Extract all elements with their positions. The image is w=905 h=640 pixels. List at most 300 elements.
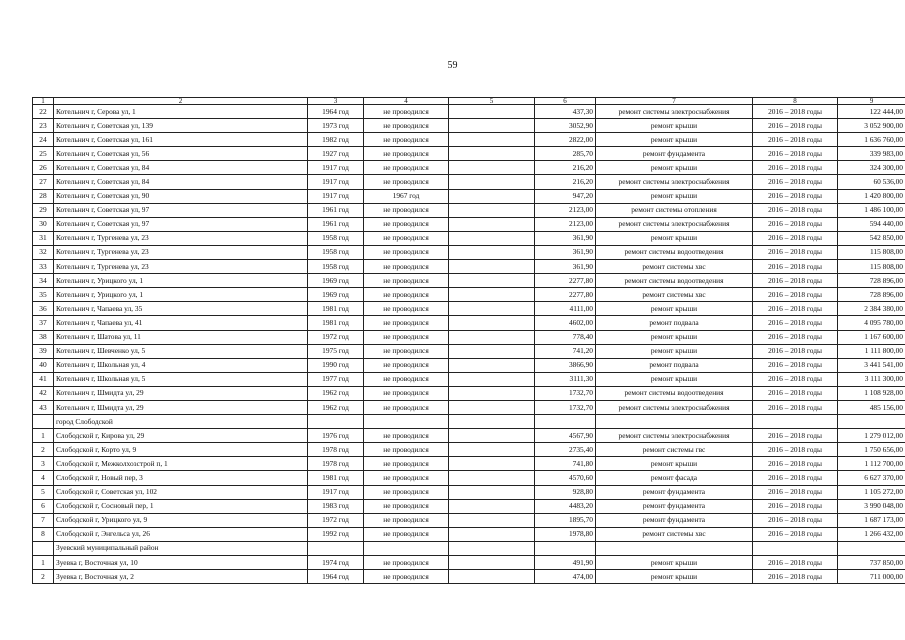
area-cell: 1978,80	[535, 527, 596, 541]
address-cell: Котельнич г, Советская ул, 139	[54, 119, 308, 133]
work-type-cell: ремонт системы отопления	[596, 203, 753, 217]
last-repair-cell: не проводился	[364, 400, 449, 414]
build-year-cell: 1961 год	[308, 203, 364, 217]
section-empty-cell	[753, 541, 838, 555]
period-cell: 2016 – 2018 годы	[753, 443, 838, 457]
last-repair-cell: не проводился	[364, 217, 449, 231]
row-number-cell: 26	[33, 161, 54, 175]
column-5-cell	[449, 499, 535, 513]
cost-cell: 1 636 760,00	[838, 133, 905, 147]
work-type-cell: ремонт фасада	[596, 471, 753, 485]
last-repair-cell: не проводился	[364, 372, 449, 386]
address-cell: Котельнич г, Шатова ул, 11	[54, 330, 308, 344]
area-cell: 741,20	[535, 344, 596, 358]
build-year-cell: 1917 год	[308, 189, 364, 203]
section-title: город Слободской	[54, 415, 308, 429]
work-type-cell: ремонт крыши	[596, 161, 753, 175]
work-type-cell: ремонт крыши	[596, 133, 753, 147]
cost-cell: 728 896,00	[838, 274, 905, 288]
column-5-cell	[449, 513, 535, 527]
cost-cell: 115 808,00	[838, 260, 905, 274]
cost-cell: 324 300,00	[838, 161, 905, 175]
last-repair-cell: не проводился	[364, 231, 449, 245]
area-cell: 3052,90	[535, 119, 596, 133]
last-repair-cell: не проводился	[364, 161, 449, 175]
address-cell: Котельнич г, Тургенева ул, 23	[54, 260, 308, 274]
section-title: Зуевский муниципальный район	[54, 541, 308, 555]
section-empty-cell	[364, 415, 449, 429]
table-row	[33, 344, 905, 358]
table-row	[33, 429, 905, 443]
build-year-cell: 1981 год	[308, 471, 364, 485]
area-cell: 2277,80	[535, 274, 596, 288]
last-repair-cell: не проводился	[364, 443, 449, 457]
section-empty-cell	[596, 541, 753, 555]
last-repair-cell: не проводился	[364, 260, 449, 274]
section-empty-cell	[308, 541, 364, 555]
table-row	[33, 119, 905, 133]
period-cell: 2016 – 2018 годы	[753, 288, 838, 302]
column-5-cell	[449, 556, 535, 570]
area-cell: 1732,70	[535, 400, 596, 414]
column-5-cell	[449, 260, 535, 274]
address-cell: Котельнич г, Чапаева ул, 41	[54, 316, 308, 330]
period-cell: 2016 – 2018 годы	[753, 457, 838, 471]
address-cell: Котельнич г, Шмидта ул, 29	[54, 386, 308, 400]
section-empty-cell	[838, 415, 905, 429]
row-number-cell: 8	[33, 527, 54, 541]
last-repair-cell: не проводился	[364, 302, 449, 316]
build-year-cell: 1958 год	[308, 260, 364, 274]
work-type-cell: ремонт крыши	[596, 344, 753, 358]
last-repair-cell: не проводился	[364, 499, 449, 513]
table-row	[33, 372, 905, 386]
area-cell: 4567,90	[535, 429, 596, 443]
cost-cell: 339 983,00	[838, 147, 905, 161]
work-type-cell: ремонт крыши	[596, 231, 753, 245]
row-number-cell: 37	[33, 316, 54, 330]
column-5-cell	[449, 570, 535, 584]
build-year-cell: 1990 год	[308, 358, 364, 372]
build-year-cell: 1981 год	[308, 302, 364, 316]
address-cell: Слободской г, Кирова ул, 29	[54, 429, 308, 443]
build-year-cell: 1977 год	[308, 372, 364, 386]
last-repair-cell: не проводился	[364, 358, 449, 372]
work-type-cell: ремонт системы водоотведения	[596, 386, 753, 400]
period-cell: 2016 – 2018 годы	[753, 400, 838, 414]
row-number-cell: 28	[33, 189, 54, 203]
row-number-cell: 29	[33, 203, 54, 217]
table-row	[33, 471, 905, 485]
address-cell: Котельнич г, Советская ул, 56	[54, 147, 308, 161]
table-row	[33, 330, 905, 344]
area-cell: 4570,60	[535, 471, 596, 485]
work-type-cell: ремонт крыши	[596, 457, 753, 471]
area-cell: 361,90	[535, 231, 596, 245]
column-5-cell	[449, 175, 535, 189]
row-number-cell: 41	[33, 372, 54, 386]
last-repair-cell: не проводился	[364, 274, 449, 288]
area-cell: 2735,40	[535, 443, 596, 457]
work-type-cell: ремонт системы водоотведения	[596, 245, 753, 259]
cost-cell: 3 111 300,00	[838, 372, 905, 386]
table-row	[33, 133, 905, 147]
last-repair-cell: не проводился	[364, 457, 449, 471]
area-cell: 778,40	[535, 330, 596, 344]
last-repair-cell: не проводился	[364, 105, 449, 119]
cost-cell: 594 440,00	[838, 217, 905, 231]
address-cell: Котельнич г, Школьная ул, 4	[54, 358, 308, 372]
area-cell: 4483,20	[535, 499, 596, 513]
address-cell: Слободской г, Межколхозстрой п, 1	[54, 457, 308, 471]
column-5-cell	[449, 386, 535, 400]
work-type-cell: ремонт системы электроснабжения	[596, 217, 753, 231]
build-year-cell: 1972 год	[308, 330, 364, 344]
column-5-cell	[449, 245, 535, 259]
column-5-cell	[449, 203, 535, 217]
last-repair-cell: не проводился	[364, 570, 449, 584]
section-empty-cell	[308, 415, 364, 429]
work-type-cell: ремонт крыши	[596, 330, 753, 344]
address-cell: Котельнич г, Школьная ул, 5	[54, 372, 308, 386]
column-number: 1	[33, 98, 54, 105]
build-year-cell: 1917 год	[308, 485, 364, 499]
column-5-cell	[449, 302, 535, 316]
area-cell: 2123,00	[535, 203, 596, 217]
table-row	[33, 570, 905, 584]
period-cell: 2016 – 2018 годы	[753, 556, 838, 570]
section-empty-cell	[596, 415, 753, 429]
period-cell: 2016 – 2018 годы	[753, 344, 838, 358]
address-cell: Слободской г, Урицкого ул, 9	[54, 513, 308, 527]
build-year-cell: 1982 год	[308, 133, 364, 147]
table-row	[33, 105, 905, 119]
build-year-cell: 1983 год	[308, 499, 364, 513]
last-repair-cell: не проводился	[364, 175, 449, 189]
column-number: 7	[596, 98, 753, 105]
table-row	[33, 274, 905, 288]
period-cell: 2016 – 2018 годы	[753, 119, 838, 133]
cost-cell: 1 420 800,00	[838, 189, 905, 203]
period-cell: 2016 – 2018 годы	[753, 245, 838, 259]
period-cell: 2016 – 2018 годы	[753, 231, 838, 245]
table-row	[33, 358, 905, 372]
table-row	[33, 556, 905, 570]
cost-cell: 1 105 272,00	[838, 485, 905, 499]
column-5-cell	[449, 429, 535, 443]
area-cell: 285,70	[535, 147, 596, 161]
last-repair-cell: 1967 год	[364, 189, 449, 203]
cost-cell: 3 441 541,00	[838, 358, 905, 372]
build-year-cell: 1976 год	[308, 429, 364, 443]
area-cell: 1895,70	[535, 513, 596, 527]
column-5-cell	[449, 443, 535, 457]
build-year-cell: 1958 год	[308, 231, 364, 245]
table-row	[33, 302, 905, 316]
area-cell: 474,00	[535, 570, 596, 584]
work-type-cell: ремонт системы хвс	[596, 260, 753, 274]
row-number-cell: 34	[33, 274, 54, 288]
row-number-cell: 5	[33, 485, 54, 499]
column-5-cell	[449, 231, 535, 245]
address-cell: Котельнич г, Советская ул, 97	[54, 203, 308, 217]
row-number-cell: 25	[33, 147, 54, 161]
area-cell: 1732,70	[535, 386, 596, 400]
cost-cell: 3 990 048,00	[838, 499, 905, 513]
address-cell: Котельнич г, Урицкого ул, 1	[54, 288, 308, 302]
address-cell: Котельнич г, Советская ул, 84	[54, 175, 308, 189]
address-cell: Зуевка г, Восточная ул, 10	[54, 556, 308, 570]
last-repair-cell: не проводился	[364, 330, 449, 344]
cost-cell: 1 486 100,00	[838, 203, 905, 217]
column-number: 4	[364, 98, 449, 105]
period-cell: 2016 – 2018 годы	[753, 471, 838, 485]
last-repair-cell: не проводился	[364, 556, 449, 570]
row-number-cell: 33	[33, 260, 54, 274]
address-cell: Котельнич г, Тургенева ул, 23	[54, 231, 308, 245]
table-row	[33, 386, 905, 400]
repair-register-table	[32, 97, 905, 584]
section-empty-cell	[449, 541, 535, 555]
column-5-cell	[449, 119, 535, 133]
row-number-cell: 42	[33, 386, 54, 400]
build-year-cell: 1964 год	[308, 105, 364, 119]
build-year-cell: 1917 год	[308, 175, 364, 189]
address-cell: Слободской г, Сосновый пер, 1	[54, 499, 308, 513]
last-repair-cell: не проводился	[364, 527, 449, 541]
period-cell: 2016 – 2018 годы	[753, 513, 838, 527]
column-5-cell	[449, 147, 535, 161]
address-cell: Котельнич г, Урицкого ул, 1	[54, 274, 308, 288]
cost-cell: 737 850,00	[838, 556, 905, 570]
work-type-cell: ремонт фундамента	[596, 513, 753, 527]
column-5-cell	[449, 133, 535, 147]
period-cell: 2016 – 2018 годы	[753, 372, 838, 386]
period-cell: 2016 – 2018 годы	[753, 429, 838, 443]
period-cell: 2016 – 2018 годы	[753, 217, 838, 231]
work-type-cell: ремонт крыши	[596, 556, 753, 570]
area-cell: 3111,30	[535, 372, 596, 386]
address-cell: Котельнич г, Шмидта ул, 29	[54, 400, 308, 414]
row-number-cell: 22	[33, 105, 54, 119]
table-row	[33, 443, 905, 457]
period-cell: 2016 – 2018 годы	[753, 175, 838, 189]
build-year-cell: 1969 год	[308, 288, 364, 302]
last-repair-cell: не проводился	[364, 471, 449, 485]
build-year-cell: 1972 год	[308, 513, 364, 527]
work-type-cell: ремонт системы гвс	[596, 443, 753, 457]
period-cell: 2016 – 2018 годы	[753, 105, 838, 119]
table-row	[33, 175, 905, 189]
work-type-cell: ремонт фундамента	[596, 499, 753, 513]
area-cell: 491,90	[535, 556, 596, 570]
row-number-cell: 2	[33, 443, 54, 457]
row-number-cell: 6	[33, 499, 54, 513]
period-cell: 2016 – 2018 годы	[753, 316, 838, 330]
work-type-cell: ремонт системы электроснабжения	[596, 400, 753, 414]
row-number-cell: 2	[33, 570, 54, 584]
area-cell: 2123,00	[535, 217, 596, 231]
address-cell: Слободской г, Советская ул, 102	[54, 485, 308, 499]
column-number: 9	[838, 98, 905, 105]
last-repair-cell: не проводился	[364, 485, 449, 499]
last-repair-cell: не проводился	[364, 147, 449, 161]
area-cell: 947,20	[535, 189, 596, 203]
section-number-cell	[33, 415, 54, 429]
address-cell: Слободской г, Новый пер, 3	[54, 471, 308, 485]
period-cell: 2016 – 2018 годы	[753, 570, 838, 584]
period-cell: 2016 – 2018 годы	[753, 133, 838, 147]
cost-cell: 2 384 380,00	[838, 302, 905, 316]
section-empty-cell	[364, 541, 449, 555]
last-repair-cell: не проводился	[364, 133, 449, 147]
cost-cell: 115 808,00	[838, 245, 905, 259]
work-type-cell: ремонт фундамента	[596, 147, 753, 161]
row-number-cell: 4	[33, 471, 54, 485]
table-row	[33, 485, 905, 499]
cost-cell: 711 000,00	[838, 570, 905, 584]
row-number-cell: 38	[33, 330, 54, 344]
work-type-cell: ремонт крыши	[596, 119, 753, 133]
row-number-cell: 3	[33, 457, 54, 471]
column-5-cell	[449, 288, 535, 302]
area-cell: 216,20	[535, 161, 596, 175]
row-number-cell: 43	[33, 400, 54, 414]
period-cell: 2016 – 2018 годы	[753, 330, 838, 344]
area-cell: 2277,80	[535, 288, 596, 302]
period-cell: 2016 – 2018 годы	[753, 260, 838, 274]
column-number: 2	[54, 98, 308, 105]
build-year-cell: 1969 год	[308, 274, 364, 288]
address-cell: Котельнич г, Чапаева ул, 35	[54, 302, 308, 316]
work-type-cell: ремонт крыши	[596, 189, 753, 203]
section-empty-cell	[535, 541, 596, 555]
work-type-cell: ремонт системы электроснабжения	[596, 105, 753, 119]
last-repair-cell: не проводился	[364, 203, 449, 217]
work-type-cell: ремонт системы хвс	[596, 288, 753, 302]
table-row	[33, 499, 905, 513]
period-cell: 2016 – 2018 годы	[753, 161, 838, 175]
row-number-cell: 39	[33, 344, 54, 358]
address-cell: Слободской г, Энгельса ул, 26	[54, 527, 308, 541]
last-repair-cell: не проводился	[364, 386, 449, 400]
last-repair-cell: не проводился	[364, 513, 449, 527]
last-repair-cell: не проводился	[364, 119, 449, 133]
area-cell: 2822,00	[535, 133, 596, 147]
cost-cell: 1 108 928,00	[838, 386, 905, 400]
area-cell: 928,80	[535, 485, 596, 499]
column-5-cell	[449, 274, 535, 288]
cost-cell: 542 850,00	[838, 231, 905, 245]
column-5-cell	[449, 457, 535, 471]
period-cell: 2016 – 2018 годы	[753, 147, 838, 161]
area-cell: 3866,90	[535, 358, 596, 372]
build-year-cell: 1974 год	[308, 556, 364, 570]
column-5-cell	[449, 189, 535, 203]
build-year-cell: 1981 год	[308, 316, 364, 330]
address-cell: Котельнич г, Советская ул, 97	[54, 217, 308, 231]
work-type-cell: ремонт подвала	[596, 358, 753, 372]
column-5-cell	[449, 400, 535, 414]
cost-cell: 1 279 012,00	[838, 429, 905, 443]
column-number: 3	[308, 98, 364, 105]
area-cell: 361,90	[535, 245, 596, 259]
column-5-cell	[449, 485, 535, 499]
column-5-cell	[449, 372, 535, 386]
address-cell: Котельнич г, Шевченко ул, 5	[54, 344, 308, 358]
build-year-cell: 1964 год	[308, 570, 364, 584]
page-number: 59	[447, 60, 458, 71]
build-year-cell: 1975 год	[308, 344, 364, 358]
cost-cell: 1 750 656,00	[838, 443, 905, 457]
table-row	[33, 217, 905, 231]
table-row	[33, 147, 905, 161]
column-5-cell	[449, 471, 535, 485]
last-repair-cell: не проводился	[364, 429, 449, 443]
table-row	[33, 161, 905, 175]
section-number-cell	[33, 541, 54, 555]
table-row	[33, 203, 905, 217]
area-cell: 4111,00	[535, 302, 596, 316]
build-year-cell: 1927 год	[308, 147, 364, 161]
period-cell: 2016 – 2018 годы	[753, 189, 838, 203]
row-number-cell: 7	[33, 513, 54, 527]
section-row	[33, 415, 905, 429]
period-cell: 2016 – 2018 годы	[753, 527, 838, 541]
table-body	[33, 98, 905, 584]
work-type-cell: ремонт системы хвс	[596, 527, 753, 541]
cost-cell: 122 444,00	[838, 105, 905, 119]
column-5-cell	[449, 316, 535, 330]
column-number: 5	[449, 98, 535, 105]
work-type-cell: ремонт системы электроснабжения	[596, 175, 753, 189]
row-number-cell: 32	[33, 245, 54, 259]
table-row	[33, 189, 905, 203]
area-cell: 216,20	[535, 175, 596, 189]
cost-cell: 3 052 900,00	[838, 119, 905, 133]
row-number-cell: 36	[33, 302, 54, 316]
column-5-cell	[449, 330, 535, 344]
column-5-cell	[449, 344, 535, 358]
column-number: 8	[753, 98, 838, 105]
table-row	[33, 400, 905, 414]
address-cell: Слободской г, Корто ул, 9	[54, 443, 308, 457]
table-row	[33, 288, 905, 302]
row-number-cell: 40	[33, 358, 54, 372]
cost-cell: 1 111 800,00	[838, 344, 905, 358]
cost-cell: 728 896,00	[838, 288, 905, 302]
table-row	[33, 457, 905, 471]
column-number: 6	[535, 98, 596, 105]
address-cell: Котельнич г, Советская ул, 161	[54, 133, 308, 147]
area-cell: 437,30	[535, 105, 596, 119]
row-number-cell: 24	[33, 133, 54, 147]
address-cell: Котельнич г, Тургенева ул, 23	[54, 245, 308, 259]
column-5-cell	[449, 358, 535, 372]
work-type-cell: ремонт фундамента	[596, 485, 753, 499]
period-cell: 2016 – 2018 годы	[753, 485, 838, 499]
address-cell: Котельнич г, Серова ул, 1	[54, 105, 308, 119]
row-number-cell: 31	[33, 231, 54, 245]
row-number-cell: 27	[33, 175, 54, 189]
work-type-cell: ремонт крыши	[596, 570, 753, 584]
last-repair-cell: не проводился	[364, 288, 449, 302]
address-cell: Котельнич г, Советская ул, 90	[54, 189, 308, 203]
last-repair-cell: не проводился	[364, 316, 449, 330]
period-cell: 2016 – 2018 годы	[753, 386, 838, 400]
build-year-cell: 1961 год	[308, 217, 364, 231]
area-cell: 361,90	[535, 260, 596, 274]
